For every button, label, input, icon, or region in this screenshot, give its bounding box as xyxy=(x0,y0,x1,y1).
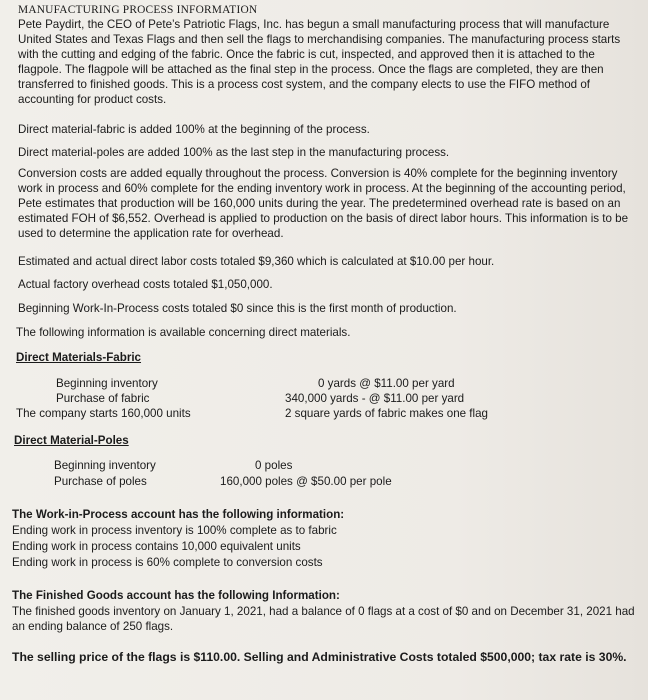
conversion-paragraph: Conversion costs are added equally throughout the process. Conversion is 40% complete for the beginning inventory work in process and 60% complete for the ending inventory work in process. At the beginning of the accounting period, Pete estimates that production will be 160,000 units during the year. The predetermined overhead rate is based on an estimated FOH of $6,552. Overhead is applied to production on the basis of direct labor hours. This information is to be used to determine the application rate for overhead. xyxy=(18,167,629,240)
fabric-heading: Direct Materials-Fabric xyxy=(16,351,142,364)
fg-text: The finished goods inventory on January 1, 2021, had a balance of 0 flags at a cost of $0 and on December 31, 2021 had an ending balance of 250 flags. xyxy=(12,605,635,633)
poles-beginning-value: 0 poles xyxy=(255,459,293,472)
fabric-purchase-label: Purchase of fabric xyxy=(56,392,150,405)
bwip-text: Beginning Work-In-Process costs totaled $0 since this is the first month of production. xyxy=(18,302,457,315)
fabric-starts-label: The company starts 160,000 units xyxy=(16,407,191,420)
fabric-starts-value: 2 square yards of fabric makes one flag xyxy=(285,407,488,420)
poles-added-text: Direct material-poles are added 100% as the last step in the manufacturing process. xyxy=(18,146,450,159)
document-title xyxy=(18,3,257,18)
wip-line-1: Ending work in process inventory is 100% complete as to fabric xyxy=(12,524,337,537)
overhead-text: Actual factory overhead costs totaled $1,050,000. xyxy=(18,278,273,291)
poles-purchase-value: 160,000 poles @ $50.00 per pole xyxy=(220,475,392,488)
fabric-added-text: Direct material-fabric is added 100% at the beginning of the process. xyxy=(18,123,370,136)
fabric-beginning-value: 0 yards @ $11.00 per yard xyxy=(318,377,455,390)
poles-beginning-label: Beginning inventory xyxy=(54,459,156,472)
wip-line-2: Ending work in process contains 10,000 equivalent units xyxy=(12,540,301,553)
poles-heading: Direct Material-Poles xyxy=(14,434,129,447)
document-title-text: MANUFACTURING PROCESS INFORMATION xyxy=(18,4,258,16)
labor-text: Estimated and actual direct labor costs totaled $9,360 which is calculated at $10.00 per hour. xyxy=(18,255,495,268)
wip-line-3: Ending work in process is 60% complete to conversion costs xyxy=(12,556,323,569)
wip-heading: The Work-in-Process account has the following information: xyxy=(12,508,345,521)
fabric-purchase-value: 340,000 yards - @ $11.00 per yard xyxy=(285,392,465,405)
dm-intro-text: The following information is available concerning direct materials. xyxy=(16,326,351,339)
fabric-beginning-label: Beginning inventory xyxy=(56,377,158,390)
intro-paragraph: Pete Paydirt, the CEO of Pete’s Patriotic Flags, Inc. has begun a small manufacturing process that will manufacture United States and Texas Flags and then sell the flags to merchandising companies. The manufacturing process starts with the cutting and edging of the fabric. Once the fabric is cut, inspected, and approved then it is attached to the flagpole. The flagpole will be attached as the final step in the process. Once the flags are completed, they are then transferred to finished goods. This is a process cost system, and the company elects to use the FIFO method of accounting for product costs. xyxy=(18,18,621,106)
poles-purchase-label: Purchase of poles xyxy=(54,475,147,488)
fg-heading: The Finished Goods account has the following Information: xyxy=(12,589,340,602)
selling-price-text: The selling price of the flags is $110.00. Selling and Administrative Costs totaled $500,000; tax rate is 30%. xyxy=(12,650,627,664)
